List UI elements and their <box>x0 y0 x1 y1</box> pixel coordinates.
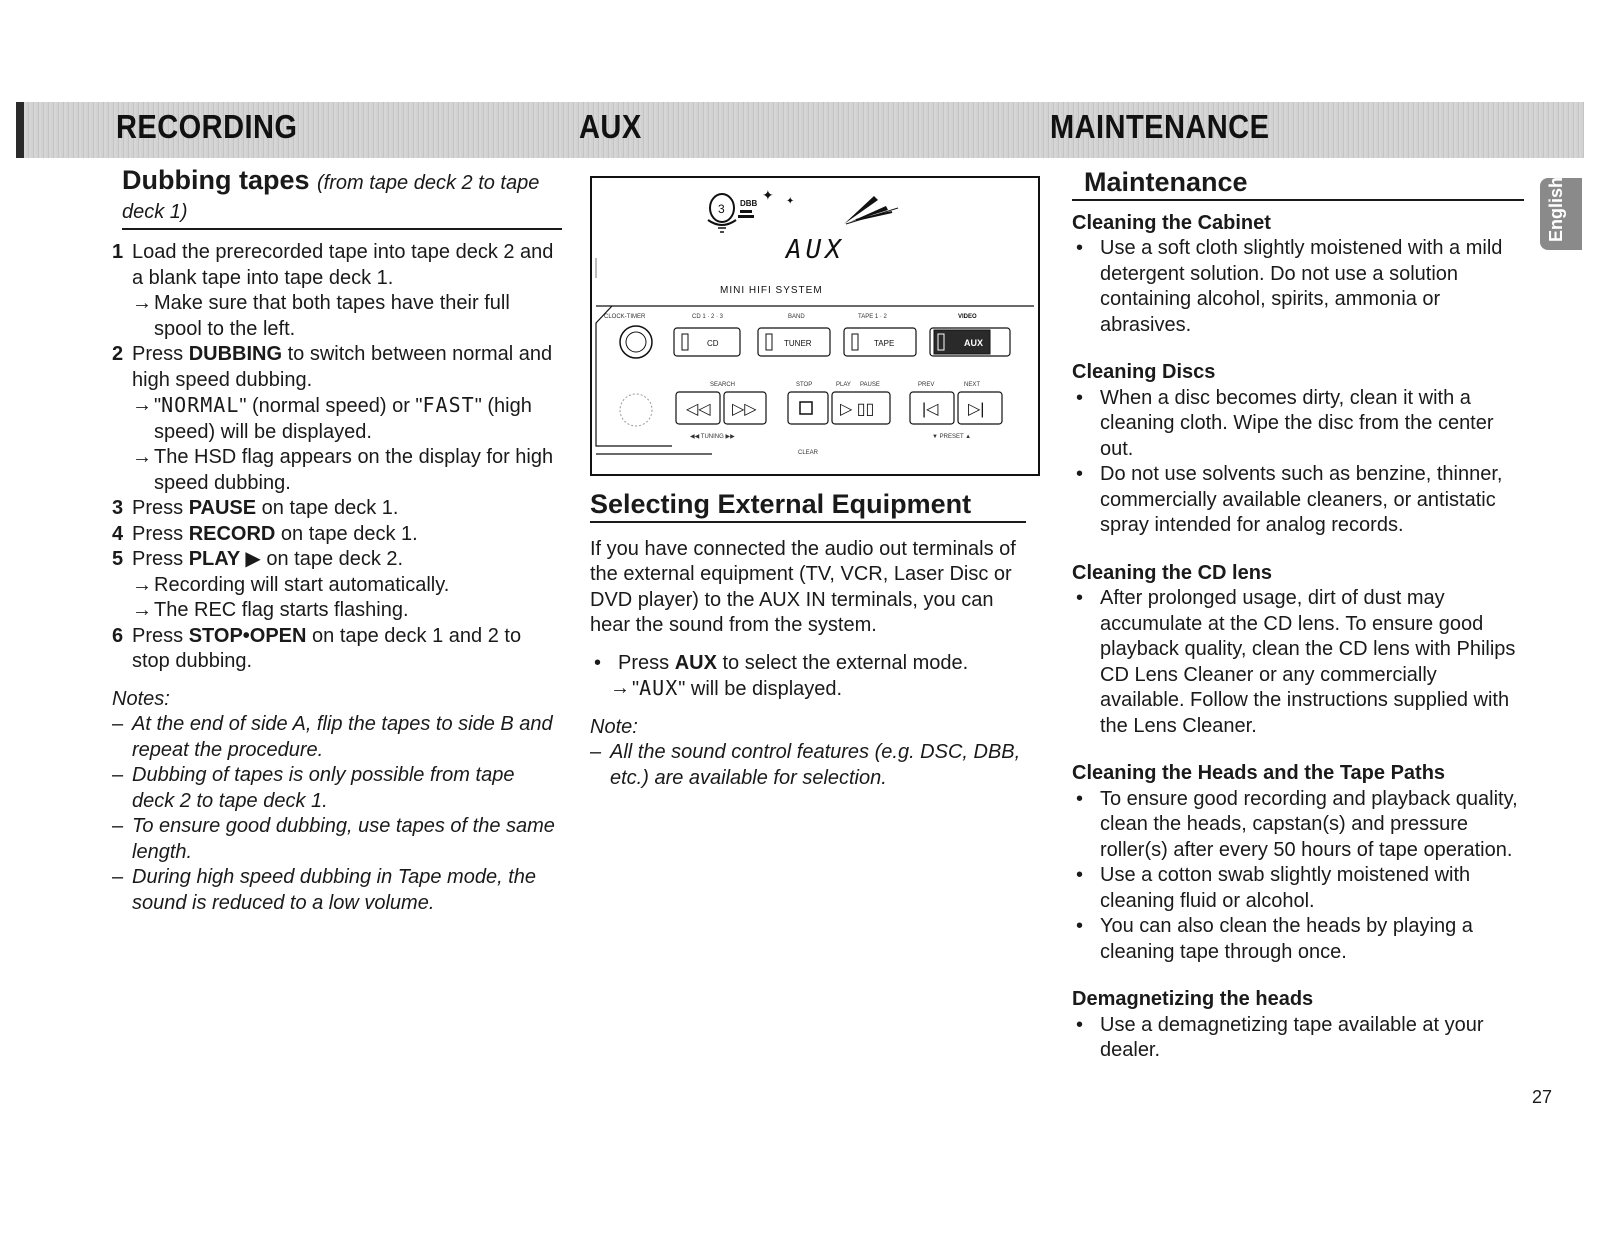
dubbing-subtitle: (from tape deck 2 to tape deck 1) <box>122 172 540 223</box>
external-section <box>590 489 1026 791</box>
step-text: Press RECORD on tape deck 1. <box>132 522 418 545</box>
key-record: RECORD <box>188 522 276 545</box>
power-knob[interactable] <box>620 326 652 358</box>
heads-bullet: • To ensure good recording and playback quality, clean the heads, capstan(s) and pressure roller(s) after every 50 hours of tape operation. <box>1072 787 1522 864</box>
label-stop: STOP <box>796 382 813 388</box>
cabinet-heading: Cleaning the Cabinet <box>1072 211 1271 234</box>
step-number: 4 <box>112 522 124 545</box>
step-5 <box>112 547 562 573</box>
note-item: – To ensure good dubbing, use tapes of the same length. <box>112 815 555 863</box>
step-6 <box>112 624 562 675</box>
label-tuning: ◀◀ TUNING ▶▶ <box>690 434 735 440</box>
bullet-text: Press AUX to select the external mode. <box>618 651 969 674</box>
key-pause: PAUSE <box>188 497 257 519</box>
heads-bullet: • You can also clean the heads by playing a cleaning tape through once. <box>1072 914 1522 965</box>
dbb-bar <box>738 215 754 218</box>
note-item: – At the end of side A, flip the tapes to side B and repeat the procedure. <box>112 713 553 761</box>
bullet-icon: • <box>594 651 602 674</box>
label-play: PLAY <box>836 382 851 388</box>
lens-heading: Cleaning the CD lens <box>1072 561 1273 584</box>
external-result <box>610 676 1026 703</box>
stop-button[interactable] <box>788 392 828 424</box>
step-4 <box>112 522 562 548</box>
label-next: NEXT <box>964 382 981 388</box>
external-bullet <box>590 651 1026 677</box>
key-play: PLAY ▶ <box>188 548 261 570</box>
device-illustration <box>590 176 1040 476</box>
step-1 <box>112 240 562 291</box>
arrow-icon: → <box>610 677 630 699</box>
bullet-icon: • <box>1076 587 1084 609</box>
external-intro: If you have connected the audio out terminals of the external equipment (TV, VCR, Laser Disc or DVD player) to the AUX IN terminals, you can hear the sound from the system. <box>590 537 1016 636</box>
label-pause: PAUSE <box>860 382 880 388</box>
language-tab <box>1540 178 1582 250</box>
demag-heading: Demagnetizing the heads <box>1072 988 1314 1010</box>
discs-bullet: • When a disc becomes dirty, clean it with a cleaning cloth. Wipe the disc from the center out. <box>1072 386 1522 463</box>
step-text: Press DUBBING to switch between normal and high speed dubbing. <box>132 343 553 391</box>
arrow-icon: → <box>132 292 152 314</box>
model-label: MINI HIFI SYSTEM <box>720 285 823 296</box>
discs-heading: Cleaning Discs <box>1072 361 1216 383</box>
bullet-icon: • <box>1076 386 1084 409</box>
label-band: BAND <box>788 314 805 320</box>
next-icon: ▷| <box>968 401 985 418</box>
result-text: "NORMAL" (normal speed) or "FAST" (high speed) will be displayed. <box>154 393 532 443</box>
label-tape12: TAPE 1 · 2 <box>858 314 887 320</box>
label-clock-timer: CLOCK-TIMER <box>604 314 646 320</box>
cd-button-label: CD <box>707 339 719 348</box>
bullet-icon: • <box>1076 787 1084 810</box>
dbb-label: DBB <box>740 199 758 208</box>
label-search: SEARCH <box>710 382 736 388</box>
spark-icon: ✦ <box>786 196 795 207</box>
result-text: "AUX" will be displayed. <box>632 676 843 700</box>
lens-bullet: • After prolonged usage, dirt of dust may accumulate at the CD lens. To ensure good playback quality, clean the CD lens with Philips CD Lens Cleaner or any commercially available. Follow the instructions supplied with the Lens Cleaner. <box>1072 586 1522 739</box>
bullet-icon: • <box>1076 463 1084 485</box>
dubbing-title <box>122 165 562 230</box>
banner-aux: AUX <box>579 108 642 145</box>
label-preset: ▼ PRESET ▲ <box>932 434 972 440</box>
label-video: VIDEO <box>958 314 977 320</box>
front-panel-drawing <box>592 178 1038 474</box>
cabinet-bullet: • Use a soft cloth slightly moistened with a mild detergent solution. Do not use a solution containing alcohol, spirits, ammonia or abrasives. <box>1072 236 1522 338</box>
result-text: Make sure that both tapes have their full spool to the left. <box>154 292 510 340</box>
bullet-icon: • <box>1076 915 1084 937</box>
demag-bullet: • Use a demagnetizing tape available at your dealer. <box>1072 1013 1522 1064</box>
step-text: Press PAUSE on tape deck 1. <box>132 497 399 519</box>
volume-fan-icon <box>844 196 898 224</box>
bullet-icon: • <box>1076 237 1084 259</box>
lcd-fast: FAST <box>422 393 475 417</box>
tape-button-label: TAPE <box>874 339 895 348</box>
heads-heading: Cleaning the Heads and the Tape Paths <box>1072 762 1446 784</box>
arrow-icon: → <box>132 394 152 416</box>
tuner-button-label: TUNER <box>784 339 812 348</box>
bullet-icon: • <box>1076 864 1084 886</box>
bullet-icon: • <box>1076 1013 1084 1036</box>
dbb-bar <box>740 210 752 213</box>
note-heading: Note: <box>590 715 638 738</box>
result-text: Recording will start automatically. <box>154 573 450 596</box>
note-item: – During high speed dubbing in Tape mode, the sound is reduced to a low volume. <box>112 866 537 914</box>
svg-text:3: 3 <box>718 202 725 216</box>
step-5-result-2 <box>132 598 562 624</box>
step-2 <box>112 342 562 393</box>
step-number: 3 <box>112 497 124 519</box>
lcd-normal: NORMAL <box>161 393 240 417</box>
fast-forward-icon: ▷▷ <box>732 401 757 418</box>
power-knob-inner <box>626 332 646 352</box>
step-number: 5 <box>112 548 124 570</box>
step-text: Press STOP•OPEN on tape deck 1 and 2 to stop dubbing. <box>132 624 522 672</box>
step-number: 2 <box>112 343 124 365</box>
display-readout: AUX <box>786 235 845 265</box>
banner-maintenance: MAINTENANCE <box>1050 108 1270 145</box>
discs-bullet: • Do not use solvents such as benzine, thinner, commercially available cleaners, or antistatic spray intended for analog records. <box>1072 462 1522 539</box>
step-text: Press PLAY ▶ on tape deck 2. <box>132 548 404 570</box>
result-text: The HSD flag appears on the display for high speed dubbing. <box>154 446 554 494</box>
banner-recording: RECORDING <box>116 108 298 145</box>
step-2-result-2 <box>132 445 562 496</box>
step-2-result-1 <box>132 393 562 445</box>
step-number: 6 <box>112 624 124 647</box>
lcd-aux: AUX <box>639 676 679 700</box>
heads-bullet: • Use a cotton swab slightly moistened with cleaning fluid or alcohol. <box>1072 863 1522 914</box>
arrow-icon: → <box>132 599 152 621</box>
external-notes <box>590 715 1026 792</box>
banner-edge <box>16 102 24 158</box>
dubbing-title-text: Dubbing tapes <box>122 165 310 195</box>
step-text: Load the prerecorded tape into tape deck 2 and a blank tape into tape deck 1. <box>132 241 554 289</box>
label-prev: PREV <box>918 382 935 388</box>
dubbing-section <box>112 165 562 916</box>
dubbing-notes <box>112 687 562 917</box>
key-aux: AUX <box>674 651 717 674</box>
result-text: The REC flag starts flashing. <box>154 599 409 621</box>
label-clear: CLEAR <box>798 450 819 456</box>
volume-knob[interactable] <box>620 394 652 426</box>
key-dubbing: DUBBING <box>188 343 283 365</box>
dsc-icon <box>708 194 736 232</box>
prev-icon: |◁ <box>922 401 939 418</box>
arrow-icon: → <box>132 573 152 596</box>
label-cd123: CD 1 · 2 · 3 <box>692 314 724 320</box>
note-item: – All the sound control features (e.g. DSC, DBB, etc.) are available for selection. <box>590 741 1021 789</box>
key-stop-open: STOP•OPEN <box>188 624 307 647</box>
arrow-icon: → <box>132 446 152 468</box>
step-3 <box>112 496 562 522</box>
notes-heading: Notes: <box>112 687 170 710</box>
rewind-icon: ◁◁ <box>686 401 711 418</box>
maintenance-title: Maintenance <box>1072 170 1524 201</box>
note-item: – Dubbing of tapes is only possible from tape deck 2 to tape deck 1. <box>112 764 515 812</box>
page-number: 27 <box>1532 1087 1553 1107</box>
step-number: 1 <box>112 241 124 263</box>
step-5-result-1 <box>132 573 562 599</box>
maintenance-section <box>1072 167 1522 1064</box>
spark-icon: ✦ <box>762 187 774 203</box>
aux-button-label: AUX <box>964 338 984 348</box>
external-title: Selecting External Equipment <box>590 492 1026 523</box>
step-1-result <box>132 291 562 342</box>
language-label: English <box>1546 176 1566 242</box>
play-pause-icon: ▷ ▯▯ <box>840 401 875 418</box>
section-banner <box>16 102 1584 158</box>
